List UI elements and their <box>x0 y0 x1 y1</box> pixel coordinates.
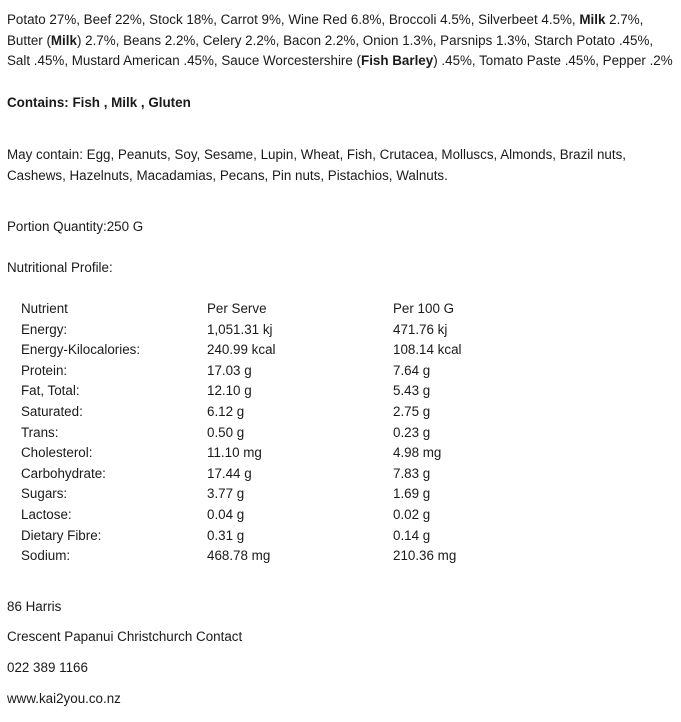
nutrient-name: Lactose: <box>21 506 72 522</box>
per-100g-value: 210.36 mg <box>393 548 457 564</box>
per-serve-value: 6.12 g <box>207 403 245 419</box>
nutrient-name: Energy: <box>21 321 68 337</box>
nutrition-table <box>21 299 513 567</box>
per-serve-value: 0.50 g <box>207 424 245 440</box>
nutrition-row <box>21 443 513 464</box>
phone-number: 022 389 1166 <box>7 660 88 675</box>
per-100g-value: 2.75 g <box>393 403 431 419</box>
ingredient-text: ) .45%, Tomato Paste .45%, Pepper .2% <box>433 53 673 69</box>
per-100g-value: 1.69 g <box>393 486 431 502</box>
ingredient-text: ) 2.7%, Beans 2.2%, Celery 2.2%, Bacon 2.2%, Onion 1.3%, Parsnips 1.3%, Starch Potato .45%, Salt .45%, Mustard American .45%, Sauce Worcestershire ( <box>7 32 654 69</box>
nutrient-name: Fat, Total: <box>21 383 80 399</box>
nutrient-name: Sugars: <box>21 486 68 502</box>
allergen-highlight: Milk <box>579 12 606 27</box>
nutrition-row <box>21 423 513 444</box>
nutrition-row <box>21 361 513 382</box>
per-serve-value: 468.78 mg <box>207 548 271 564</box>
nutrition-row <box>21 484 513 505</box>
nutrition-row <box>21 526 513 547</box>
nutrition-row <box>21 381 513 402</box>
nutrient-name: Dietary Fibre: <box>21 527 102 543</box>
ingredient-text: 2.7%, Butter ( <box>7 12 644 48</box>
per-100g-value: 0.02 g <box>393 506 431 522</box>
per-100g-value: 5.43 g <box>393 383 431 399</box>
per-serve-value: 3.77 g <box>207 486 245 502</box>
nutrition-row <box>21 546 513 567</box>
nutrient-name: Nutrient <box>21 301 68 316</box>
per-serve-value: Per Serve <box>207 301 267 316</box>
per-100g-value: Per 100 G <box>393 301 455 316</box>
nutrition-header-row <box>21 299 513 320</box>
may-contain-allergens: May contain: Egg, Peanuts, Soy, Sesame, Lupin, Wheat, Fish, Crutacea, Molluscs, Almonds, Brazil nuts, Cashews, Hazelnuts, Macadamias, Pecans, Pin nuts, Pistachios, Walnuts. <box>7 147 626 183</box>
per-serve-value: 0.04 g <box>207 506 245 522</box>
per-serve-value: 1,051.31 kj <box>207 321 273 337</box>
allergen-highlight: Milk <box>50 32 77 48</box>
nutrition-row <box>21 340 513 361</box>
nutrition-row <box>21 320 513 341</box>
address-line-2: Crescent Papanui Christchurch Contact <box>7 629 243 644</box>
per-serve-value: 12.10 g <box>207 383 252 399</box>
ingredients-list <box>7 10 679 72</box>
per-serve-value: 17.03 g <box>207 362 252 378</box>
per-100g-value: 4.98 mg <box>393 445 442 461</box>
per-serve-value: 11.10 mg <box>207 445 262 461</box>
nutrient-name: Sodium: <box>21 548 71 564</box>
per-100g-value: 471.76 kj <box>393 321 448 337</box>
nutrition-row <box>21 505 513 526</box>
nutrition-row <box>21 402 513 423</box>
nutrient-name: Cholesterol: <box>21 445 93 461</box>
per-serve-value: 17.44 g <box>207 465 252 481</box>
per-serve-value: 240.99 kcal <box>207 342 276 358</box>
ingredient-text: Potato 27%, Beef 22%, Stock 18%, Carrot 9%, Wine Red 6.8%, Broccoli 4.5%, Silverbeet 4.5%, <box>7 12 580 27</box>
contains-allergens: Contains: Fish , Milk , Gluten <box>7 95 191 110</box>
per-100g-value: 7.64 g <box>393 362 431 378</box>
nutritional-profile-label: Nutritional Profile: <box>7 260 113 275</box>
address-line-1: 86 Harris <box>7 599 62 614</box>
per-100g-value: 7.83 g <box>393 465 431 481</box>
nutrient-name: Trans: <box>21 424 59 440</box>
portion-quantity: Portion Quantity:250 G <box>7 219 144 234</box>
per-100g-value: 0.14 g <box>393 527 431 543</box>
per-100g-value: 108.14 kcal <box>393 342 462 358</box>
nutrient-name: Protein: <box>21 362 68 378</box>
nutrient-name: Energy-Kilocalories: <box>21 342 141 358</box>
nutrient-name: Saturated: <box>21 403 83 419</box>
per-100g-value: 0.23 g <box>393 424 431 440</box>
website-link[interactable]: www.kai2you.co.nz <box>7 691 121 706</box>
per-serve-value: 0.31 g <box>207 527 245 543</box>
nutrition-row <box>21 464 513 485</box>
allergen-highlight: Fish Barley <box>361 53 434 69</box>
nutrient-name: Carbohydrate: <box>21 465 106 481</box>
